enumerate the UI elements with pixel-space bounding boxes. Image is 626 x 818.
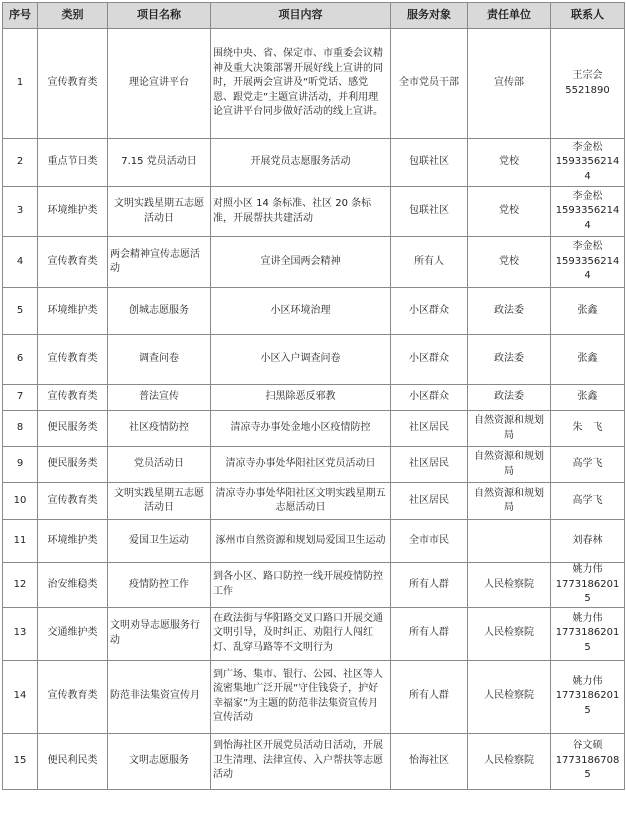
cell-project-name: 文明实践星期五志愿活动日 (108, 483, 211, 520)
cell-service-target: 全市党员干部 (391, 29, 468, 139)
cell-project-content: 在政法街与华阳路交叉口路口开展交通文明引导，及时纠正、劝阻行人闯红灯、乱穿马路等不文明行为 (211, 607, 391, 660)
cell-responsible-unit: 人民检察院 (468, 563, 551, 608)
cell-service-target: 所有人 (391, 237, 468, 288)
cell-project-content: 宣讲全国两会精神 (211, 237, 391, 288)
cell-contact: 李金松 15933562144 (551, 237, 625, 288)
table-row (3, 411, 625, 447)
table-row (3, 385, 625, 411)
header-target: 服务对象 (391, 3, 468, 29)
cell-project-name: 7.15 党员活动日 (108, 139, 211, 187)
cell-project-content: 到各小区、路口防控一线开展疫情防控工作 (211, 563, 391, 608)
cell-category: 重点节日类 (38, 139, 108, 187)
cell-no: 7 (3, 385, 38, 411)
cell-category: 治安维稳类 (38, 563, 108, 608)
cell-service-target: 全市市民 (391, 520, 468, 563)
cell-contact: 姚力伟 17731862015 (551, 563, 625, 608)
cell-responsible-unit: 党校 (468, 237, 551, 288)
header-content: 项目内容 (211, 3, 391, 29)
cell-project-name: 理论宣讲平台 (108, 29, 211, 139)
cell-responsible-unit: 政法委 (468, 385, 551, 411)
cell-service-target: 社区居民 (391, 411, 468, 447)
cell-no: 10 (3, 483, 38, 520)
cell-project-name: 文明志愿服务 (108, 733, 211, 789)
cell-responsible-unit: 政法委 (468, 335, 551, 385)
cell-category: 宣传教育类 (38, 385, 108, 411)
cell-contact: 刘春林 (551, 520, 625, 563)
cell-responsible-unit: 自然资源和规划局 (468, 411, 551, 447)
table-row (3, 660, 625, 733)
cell-service-target: 社区居民 (391, 483, 468, 520)
cell-service-target: 小区群众 (391, 335, 468, 385)
table-row (3, 483, 625, 520)
cell-service-target: 包联社区 (391, 187, 468, 237)
cell-contact: 朱 飞 (551, 411, 625, 447)
cell-contact: 王宗会 5521890 (551, 29, 625, 139)
cell-service-target: 所有人群 (391, 660, 468, 733)
cell-no: 1 (3, 29, 38, 139)
cell-no: 15 (3, 733, 38, 789)
cell-contact: 张鑫 (551, 288, 625, 335)
cell-no: 13 (3, 607, 38, 660)
cell-contact: 姚力伟 17731862015 (551, 607, 625, 660)
cell-project-content: 清凉寺办事处华阳社区党员活动日 (211, 447, 391, 483)
header-unit: 责任单位 (468, 3, 551, 29)
cell-project-content: 到怡海社区开展党员活动日活动，开展卫生清理、法律宣传、入户帮扶等志愿活动 (211, 733, 391, 789)
cell-contact: 李金松 15933562144 (551, 139, 625, 187)
table-row (3, 29, 625, 139)
cell-no: 2 (3, 139, 38, 187)
cell-project-name: 文明劝导志愿服务行动 (108, 607, 211, 660)
cell-contact: 高学飞 (551, 447, 625, 483)
cell-responsible-unit: 党校 (468, 187, 551, 237)
cell-project-content: 围绕中央、省、保定市、市重委会议精神及重大决策部署开展好线上宣讲的同时，开展两会宣讲及“听党话、感党恩、跟党走”主题宣讲活动，并利用理论宣讲平台同步做好活动的线上宣讲。 (211, 29, 391, 139)
cell-responsible-unit: 人民检察院 (468, 607, 551, 660)
cell-contact: 李金松 15933562144 (551, 187, 625, 237)
table-row (3, 733, 625, 789)
header-contact: 联系人 (551, 3, 625, 29)
cell-category: 宣传教育类 (38, 660, 108, 733)
cell-service-target: 所有人群 (391, 563, 468, 608)
cell-contact: 张鑫 (551, 335, 625, 385)
cell-category: 宣传教育类 (38, 237, 108, 288)
table-row (3, 520, 625, 563)
cell-category: 交通维护类 (38, 607, 108, 660)
table-row (3, 607, 625, 660)
cell-service-target: 所有人群 (391, 607, 468, 660)
cell-category: 宣传教育类 (38, 335, 108, 385)
header-no: 序号 (3, 3, 38, 29)
cell-no: 14 (3, 660, 38, 733)
cell-contact: 姚力伟 17731862015 (551, 660, 625, 733)
table-row (3, 447, 625, 483)
cell-responsible-unit: 党校 (468, 139, 551, 187)
cell-service-target: 包联社区 (391, 139, 468, 187)
cell-project-content: 涿州市自然资源和规划局爱国卫生运动 (211, 520, 391, 563)
cell-project-name: 两会精神宣传志愿活动 (108, 237, 211, 288)
table-row (3, 187, 625, 237)
cell-service-target: 社区居民 (391, 447, 468, 483)
cell-no: 5 (3, 288, 38, 335)
cell-service-target: 怡海社区 (391, 733, 468, 789)
table-row (3, 139, 625, 187)
cell-project-name: 普法宣传 (108, 385, 211, 411)
cell-responsible-unit: 政法委 (468, 288, 551, 335)
cell-service-target: 小区群众 (391, 385, 468, 411)
cell-project-name: 文明实践星期五志愿活动日 (108, 187, 211, 237)
cell-no: 3 (3, 187, 38, 237)
cell-project-name: 爱国卫生运动 (108, 520, 211, 563)
header-category: 类别 (38, 3, 108, 29)
cell-category: 环境维护类 (38, 288, 108, 335)
cell-responsible-unit: 人民检察院 (468, 660, 551, 733)
cell-project-name: 创城志愿服务 (108, 288, 211, 335)
table-body (3, 29, 625, 790)
cell-project-name: 防范非法集资宣传月 (108, 660, 211, 733)
cell-service-target: 小区群众 (391, 288, 468, 335)
table-row (3, 335, 625, 385)
cell-project-content: 清凉寺办事处金地小区疫情防控 (211, 411, 391, 447)
volunteer-project-table (2, 2, 625, 790)
cell-responsible-unit: 人民检察院 (468, 733, 551, 789)
cell-category: 宣传教育类 (38, 29, 108, 139)
cell-contact: 谷文硕 17731867085 (551, 733, 625, 789)
cell-responsible-unit: 自然资源和规划局 (468, 483, 551, 520)
cell-category: 宣传教育类 (38, 483, 108, 520)
cell-no: 12 (3, 563, 38, 608)
cell-no: 6 (3, 335, 38, 385)
cell-responsible-unit: 自然资源和规划局 (468, 447, 551, 483)
cell-no: 9 (3, 447, 38, 483)
table-row (3, 288, 625, 335)
cell-category: 便民利民类 (38, 733, 108, 789)
header-row (3, 3, 625, 29)
cell-contact: 张鑫 (551, 385, 625, 411)
cell-project-content: 小区环境治理 (211, 288, 391, 335)
cell-no: 8 (3, 411, 38, 447)
cell-responsible-unit (468, 520, 551, 563)
cell-category: 便民服务类 (38, 447, 108, 483)
cell-project-content: 开展党员志愿服务活动 (211, 139, 391, 187)
cell-no: 4 (3, 237, 38, 288)
cell-category: 环境维护类 (38, 520, 108, 563)
cell-project-name: 社区疫情防控 (108, 411, 211, 447)
cell-project-content: 扫黑除恶反邪教 (211, 385, 391, 411)
header-name: 项目名称 (108, 3, 211, 29)
cell-responsible-unit: 宣传部 (468, 29, 551, 139)
cell-project-content: 小区入户调查问卷 (211, 335, 391, 385)
cell-project-content: 到广场、集市、银行、公园、社区等人流密集地广泛开展“守住钱袋子，护好幸福家”为主题的防范非法集资宣传月宣传活动 (211, 660, 391, 733)
cell-project-content: 对照小区 14 条标准、社区 20 条标准，开展帮扶共建活动 (211, 187, 391, 237)
cell-no: 11 (3, 520, 38, 563)
cell-category: 环境维护类 (38, 187, 108, 237)
cell-project-content: 清凉寺办事处华阳社区文明实践星期五志愿活动日 (211, 483, 391, 520)
cell-project-name: 疫情防控工作 (108, 563, 211, 608)
cell-contact: 高学飞 (551, 483, 625, 520)
cell-project-name: 党员活动日 (108, 447, 211, 483)
cell-category: 便民服务类 (38, 411, 108, 447)
table-row (3, 237, 625, 288)
cell-project-name: 调查问卷 (108, 335, 211, 385)
table-row (3, 563, 625, 608)
